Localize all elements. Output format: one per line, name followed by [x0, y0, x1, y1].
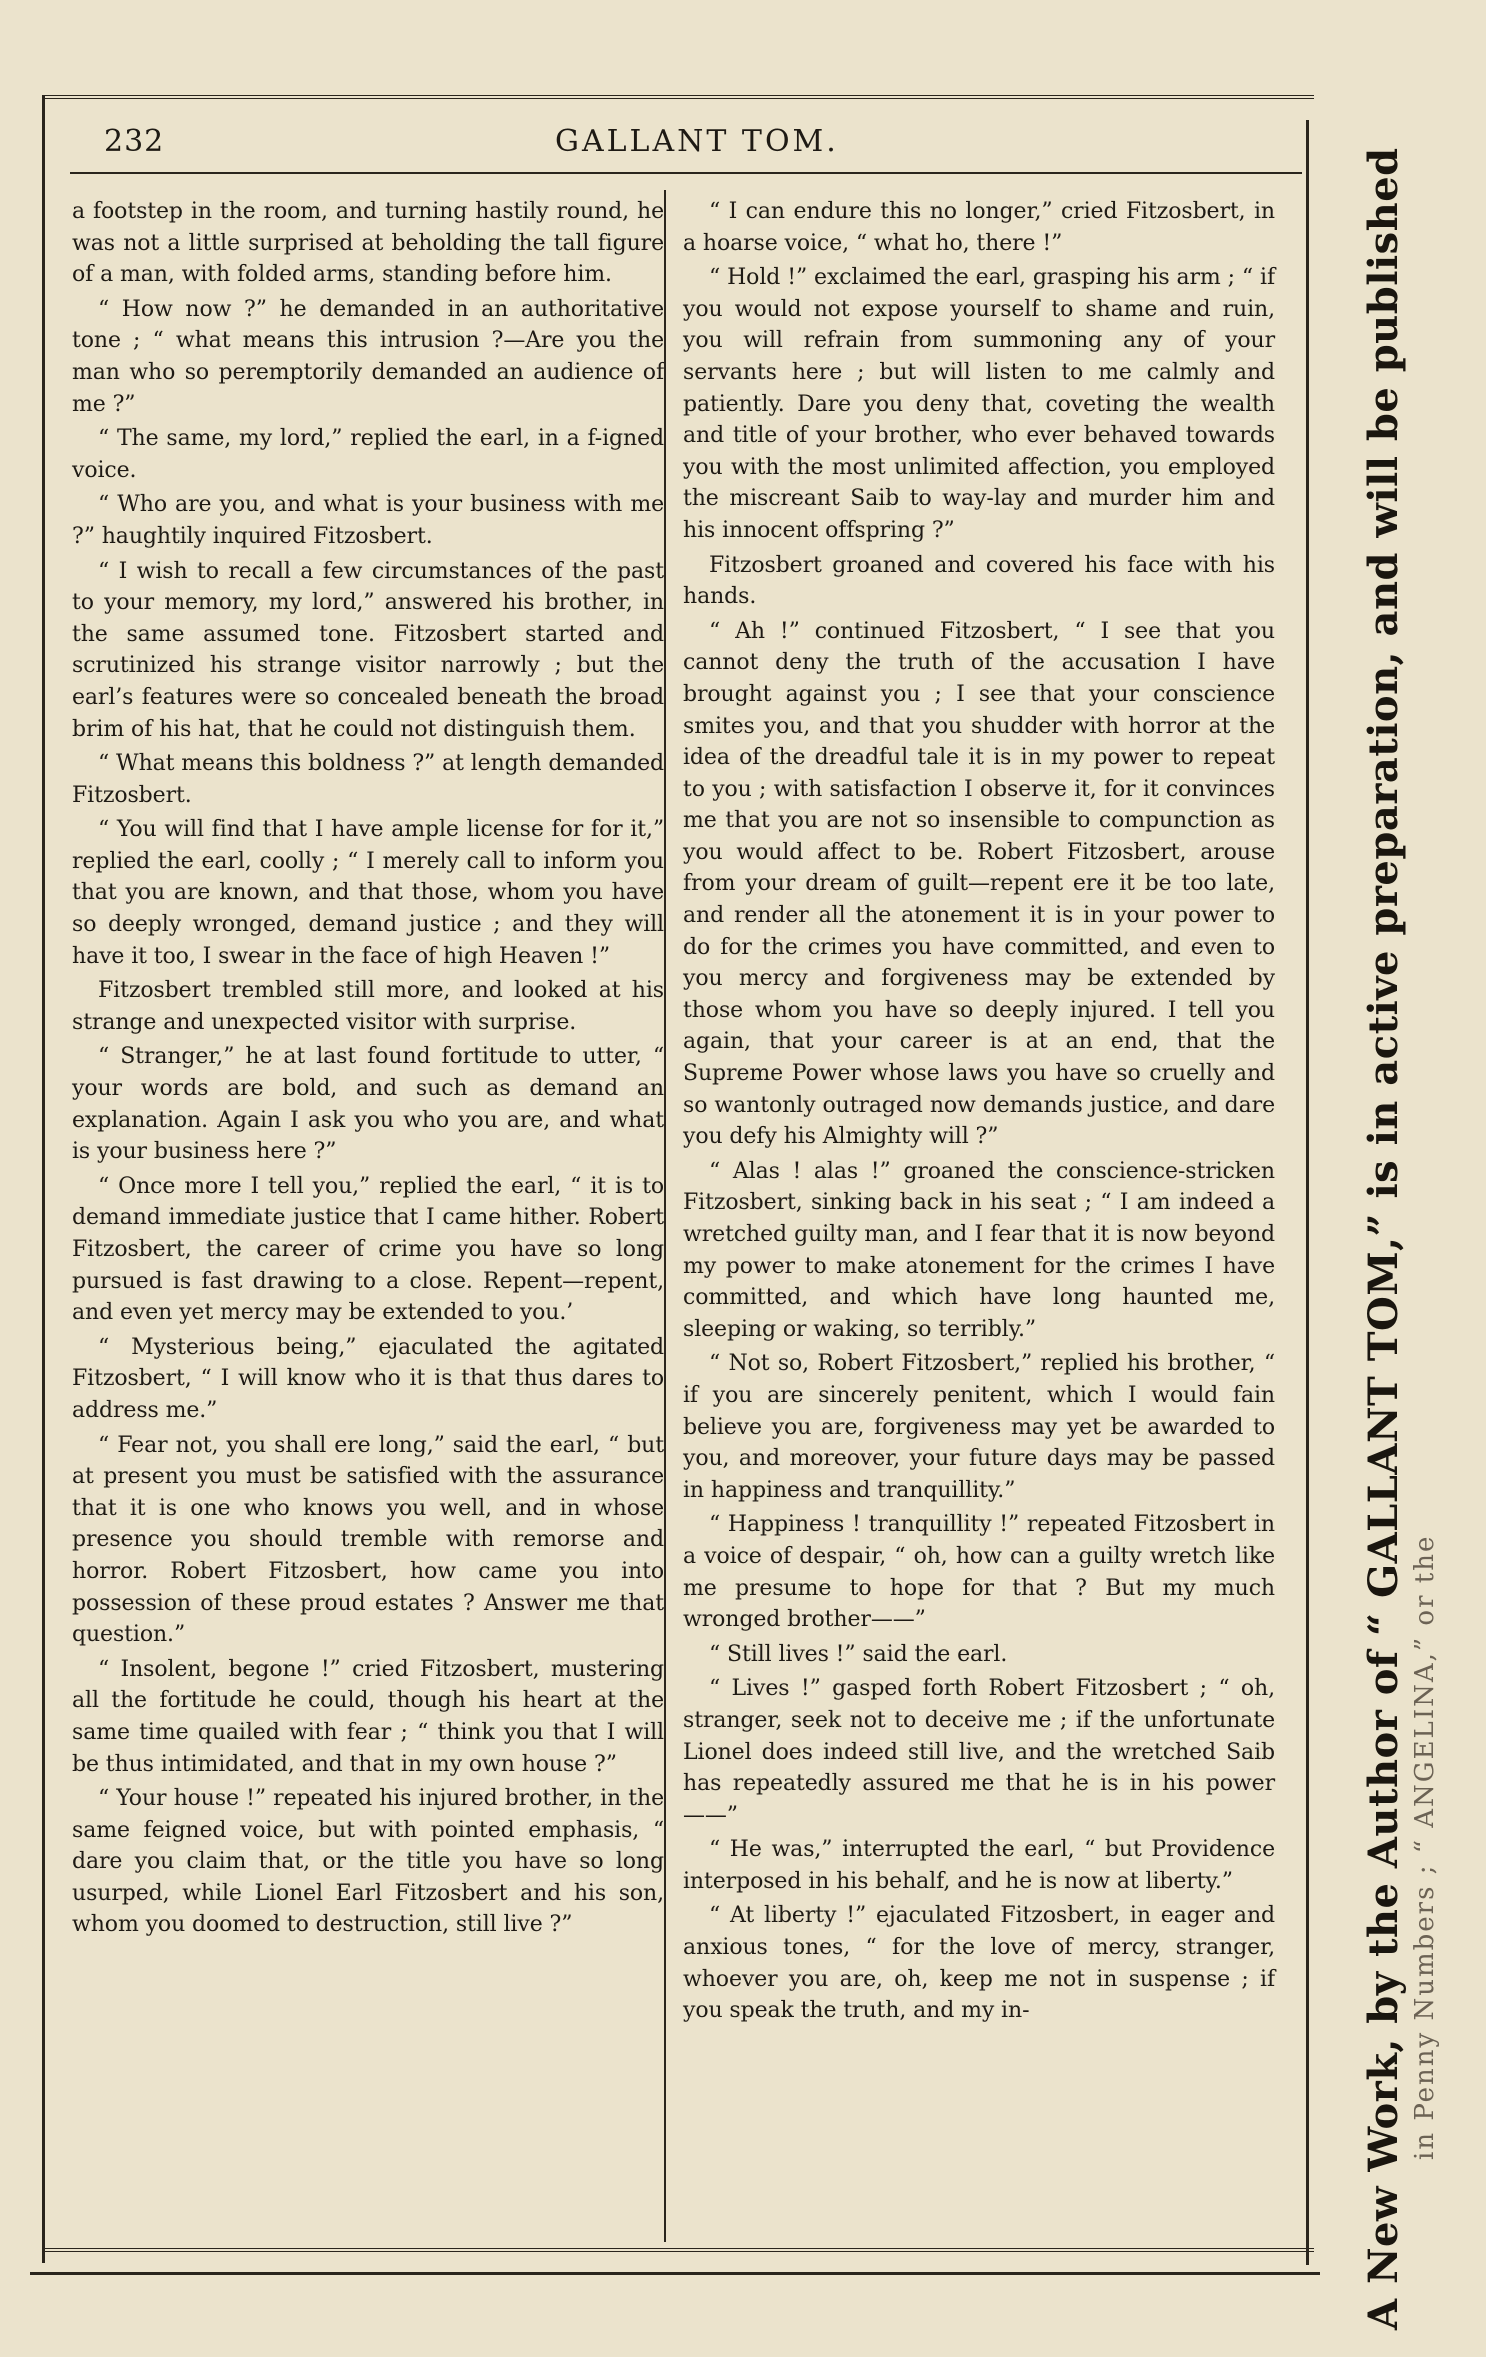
paragraph: Fitzosbert groaned and covered his face with his hands. [683, 552, 1275, 610]
paragraph: “ Insolent, begone !” cried Fitzosbert, mustering all the fortitude he could, though his heart at the same time quailed with fear ; “ think you that I will be thus intimidated, and that in my own house ?” [72, 1656, 664, 1777]
paragraph: “ You will find that I have ample license for for it,” replied the earl, coolly ; “ I merely call to inform you that you are known, and that those, whom you have so deeply wronged, demand justice ; and they will have it too, I swear in the face of high Heaven !” [72, 817, 664, 969]
paragraph: “ Mysterious being,” ejaculated the agitated Fitzosbert, “ I will know who it is that thus dares to address me.” [72, 1334, 664, 1423]
paragraph: “ Fear not, you shall ere long,” said the earl, “ but at present you must be satisfied with the assurance that it is one who knows you well, and in whose presence you should tremble with remorse and horror. Robert Fitzosbert, how came you into possession of these proud estates ? Answer me that question.” [72, 1432, 664, 1648]
paragraph: “ Alas ! alas !” groaned the conscience-stricken Fitzosbert, sinking back in his seat ; “ I am indeed a wretched guilty man, and I fear that it is now beyond my power to make atonement for the crimes I have committed, and which have long haunted me, sleeping or waking, so terribly.” [683, 1158, 1275, 1342]
paragraph: “ Ah !” continued Fitzosbert, “ I see that you cannot deny the truth of the accusation I have brought against you ; I see that your conscience smites you, and that you shudder with horror at the idea of the dreadful tale it is in my power to repeat to you ; with satisfaction I observe it, for it convinces me that you are not so insensible to compunction as you would affect to be. Robert Fitzosbert, arouse from your dream of guilt—repent ere it be too late, and render all the atonement it is in your power to do for the crimes you have committed, and even to you mercy and forgiveness may be extended by those whom you have so deeply injured. I tell you again, that your career is at an end, that the Supreme Power whose laws you have so cruelly and so wantonly outraged now demands justice, and dare you defy his Almighty will ?” [683, 618, 1275, 1150]
paragraph: “ Stranger,” he at last found fortitude to utter, “ your words are bold, and such as demand an explanation. Again I ask you who you are, and what is your business here ?” [72, 1044, 664, 1165]
left-column [72, 196, 664, 1944]
right-rule [1306, 120, 1309, 2265]
paragraph: “ He was,” interrupted the earl, “ but Providence interposed in his behalf, and he is now at liberty.” [683, 1837, 1275, 1894]
header-rule [70, 172, 1302, 174]
paragraph: “ Your house !” repeated his injured brother, in the same feigned voice, but with pointed emphasis, “ dare you claim that, or the title you have so long usurped, while Lionel Earl Fitzosbert and his son, whom you doomed to destruction, still live ?” [72, 1786, 664, 1938]
bottom-rule-outer [30, 2272, 1320, 2275]
side-advertisement-2: in Penny Numbers ; “ ANGELINA,” or the [1410, 1534, 1440, 2160]
column-divider [664, 190, 666, 2242]
paragraph: “ How now ?” he demanded in an authoritative tone ; “ what means this intrusion ?—Are you the man who so peremptorily demanded an audience of me ?” [72, 296, 664, 417]
paragraph: “ I wish to recall a few circumstances of the past to your memory, my lord,” answered his brother, in the same assumed tone. Fitzosbert started and scrutinized his strange visitor narrowly ; but the earl’s features were so concealed beneath the broad brim of his hat, that he could not distinguish them. [72, 558, 664, 742]
paragraph: “ What means this boldness ?” at length demanded Fitzosbert. [72, 751, 664, 808]
paragraph: “ I can endure this no longer,” cried Fitzosbert, in a hoarse voice, “ what ho, there !” [683, 199, 1275, 256]
paragraph: Fitzosbert trembled still more, and looked at his strange and unexpected visitor with surprise. [72, 978, 664, 1035]
paragraph: “ Who are you, and what is your business with me ?” haughtily inquired Fitzosbert. [72, 492, 664, 549]
paragraph: “ Hold !” exclaimed the earl, grasping his arm ; “ if you would not expose yourself to shame and ruin, you will refrain from summoning any of your servants here ; but will listen to me calmly and patiently. Dare you deny that, coveting the wealth and title of your brother, who ever behaved towards you with the most unlimited affection, you employed the miscreant Saib to way-lay and murder him and his innocent offspring ?” [683, 265, 1275, 543]
paragraph: a footstep in the room, and turning hastily round, he was not a little surprised at beholding the tall figure of a man, with folded arms, standing before him. [72, 199, 664, 288]
bottom-rule [42, 2248, 1314, 2252]
page-number: 232 [104, 124, 165, 159]
paragraph: “ At liberty !” ejaculated Fitzosbert, in eager and anxious tones, “ for the love of mercy, stranger, whoever you are, oh, keep me not in suspense ; if you speak the truth, and my in- [683, 1903, 1275, 2024]
top-rule [42, 95, 1314, 99]
side-advertisement: A New Work, by the Author of “ GALLANT TOM,” is in active preparation, and will be published [1360, 147, 1407, 2330]
running-title: GALLANT TOM. [555, 124, 839, 159]
paragraph: “ Not so, Robert Fitzosbert,” replied his brother, “ if you are sincerely penitent, which I would fain believe you are, forgiveness may yet be awarded to you, and moreover, your future days may be passed in happiness and tranquillity.” [683, 1351, 1275, 1503]
paragraph: “ The same, my lord,” replied the earl, in a f-igned voice. [72, 426, 664, 483]
paragraph: “ Once more I tell you,” replied the earl, “ it is to demand immediate justice that I came hither. Robert Fitzosbert, the career of crime you have so long pursued is fast drawing to a close. Repent—repent, and even yet mercy may be extended to you.’ [72, 1173, 664, 1326]
paragraph: “ Lives !” gasped forth Robert Fitzosbert ; “ oh, stranger, seek not to deceive me ; if the unfortunate Lionel does indeed still live, and the wretched Saib has repeatedly assured me that he is in his power——” [683, 1676, 1275, 1828]
right-column [683, 196, 1275, 2030]
paragraph: “ Happiness ! tranquillity !” repeated Fitzosbert in a voice of despair, “ oh, how can a guilty wretch like me presume to hope for that ? But my much wronged brother——” [683, 1512, 1275, 1633]
paragraph: “ Still lives !” said the earl. [709, 1641, 1008, 1667]
